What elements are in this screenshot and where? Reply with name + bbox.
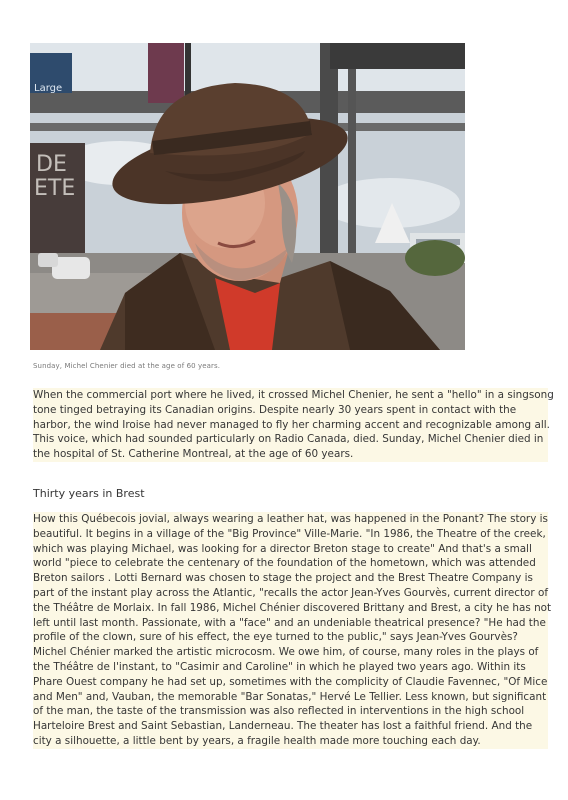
paragraph-line: which was playing Michael, was looking for a director Breton stage to create" And that's a small — [33, 542, 548, 557]
paragraph-line: Harteloire Brest and Saint Sebastian, Landerneau. The theater has lost a faithful friend. And the — [33, 719, 548, 734]
paragraph-line: beautiful. It begins in a village of the "Big Province" Ville-Marie. "In 1986, the Theatre of the creek, — [33, 527, 548, 542]
paragraph-line: and Men" and, Vauban, the memorable "Bar Sonatas," Hervé Le Tellier. Less known, but significant — [33, 690, 547, 703]
photo-caption: Sunday, Michel Chenier died at the age of 60 years. — [33, 362, 221, 370]
paragraph-line: Michel Chénier marked the artistic microcosm. We owe him, of course, many roles in the plays of — [33, 645, 548, 660]
paragraph-line: Phare Ouest company he had set up, sometimes with the complicity of Claudie Favennec, "Of Mice — [33, 675, 548, 688]
glass-text-2: ETE — [34, 176, 76, 201]
sign-text-large: Large — [34, 83, 63, 94]
paragraph-line: part of the instant play across the Atlantic, "recalls the actor Jean-Yves Gourvès, current director of — [33, 586, 548, 599]
paragraph-line: tone tinged betraying its Canadian origins. Despite nearly 30 years spent in contact with the — [33, 403, 548, 418]
glass-text-1: DE — [36, 152, 67, 177]
paragraph-line: This voice, which had sounded particularly on Radio Canada, died. Sunday, Michel Chenier died in — [33, 432, 548, 447]
paragraph-line: When the commercial port where he lived, it crossed Michel Chenier, he sent a "hello" in a singsong — [33, 389, 554, 401]
paragraph-body — [33, 512, 552, 749]
section-heading: Thirty years in Brest — [33, 487, 145, 500]
paragraph-line: left until last month. Passionate, with a "face" and an undeniable theatrical presence? "He had the — [33, 616, 548, 631]
paragraph-line: Breton sailors . Lotti Bernard was chosen to stage the project and the Brest Theatre Company is — [33, 571, 548, 586]
paragraph-intro — [33, 388, 554, 462]
paragraph-line: of the man, the taste of the transmission was also reflected in interventions in the high school — [33, 704, 548, 719]
paragraph-line: profile of the clown, sure of his effect, the eye turned to the public," says Jean-Yves Gourvès? — [33, 630, 548, 645]
paragraph-line: How this Québecois jovial, always wearing a leather hat, was happened in the Ponant? The story is — [33, 513, 548, 525]
paragraph-line: the hospital of St. Catherine Montreal, at the age of 60 years. — [33, 447, 548, 462]
paragraph-line: city a silhouette, a little bent by years, a fragile health made more touching each day. — [33, 734, 548, 749]
paragraph-line: the Théâtre de l'instant, to "Casimir and Caroline" in which he played two years ago. Within its — [33, 660, 548, 675]
portrait-photo — [30, 43, 465, 350]
paragraph-line: the Théâtre de Morlaix. In fall 1986, Michel Chénier discovered Brittany and Brest, a city he has not — [33, 601, 552, 614]
paragraph-line: harbor, the wind Iroise had never managed to fly her charming accent and recognizable among all. — [33, 418, 550, 431]
paragraph-line: world "piece to celebrate the centenary of the foundation of the hometown, which was attended — [33, 556, 548, 571]
